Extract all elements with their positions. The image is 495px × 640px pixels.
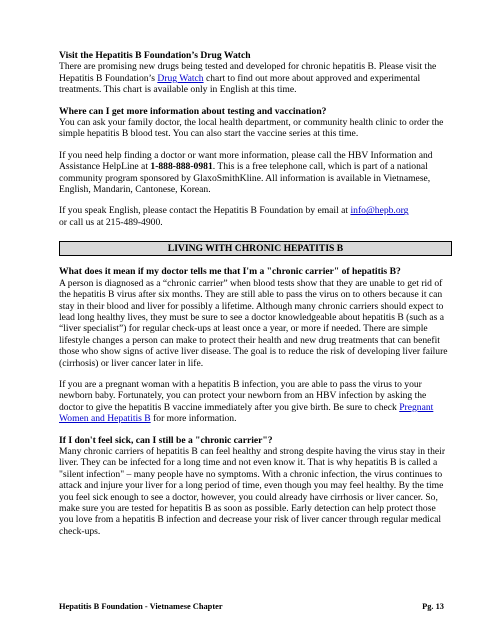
drug-watch-heading: Visit the Hepatitis B Foundation’s Drug Watch xyxy=(59,50,251,61)
drug-watch-link[interactable]: Drug Watch xyxy=(157,72,204,84)
section-banner: LIVING WITH CHRONIC HEPATITIS B xyxy=(59,241,452,256)
drug-watch-text-1: There are promising new drugs being tested and developed for chronic hepatitis B. Please visit the Hepatitis B Foundation’s xyxy=(59,61,437,84)
sick-heading: If I don't feel sick, can I still be a "chronic carrier"? xyxy=(59,434,273,446)
testing-heading: Where can I get more information about testing and vaccination? xyxy=(59,105,327,117)
pregnant-text-1: If you are a pregnant woman with a hepatitis B infection, you are able to pass the virus to your newborn baby. Fortunately, you can protect your newborn from an HBV infection by asking the doctor to give the hepatitis B vaccine immediately after you give birth. Be sure to check xyxy=(59,378,427,413)
pregnant-paragraph xyxy=(59,379,452,425)
page-number: Pg. 13 xyxy=(422,602,444,611)
email-link[interactable]: info@hepb.org xyxy=(350,205,409,217)
sick-paragraph: Many chronic carriers of hepatitis B can feel healthy and strong despite having the virus stay in their liver. They can be infected for a long time and not even know it. That is why hepatitis B is called a "silent infection" – many people have no symptoms. With a chronic infection, the virus continues to attack and injure your liver for a long period of time, even though you may feel healthy. By the time you feel sick enough to see a doctor, however, you could already have cirrhosis or liver cancer. So, make sure you are tested for hepatitis B as soon as possible. Early detection can help protect those you love from a hepatitis B infection and decrease your risk of liver cancer through regular medical check-ups. xyxy=(59,445,446,537)
helpline-text-2: . This is a free telephone call, which is part of a national community program sponsored by GlaxoSmithKline. All information is available in Vietnamese, English, Mandarin, Cantonese, Korean. xyxy=(59,161,431,196)
document-page xyxy=(59,50,452,537)
page-footer xyxy=(59,602,444,612)
contact-paragraph xyxy=(59,205,452,228)
carrier-paragraph: A person is diagnosed as a “chronic carrier” when blood tests show that they are unable to get rid of the hepatitis B virus after six months. They are still able to pass the virus on to others because it can stay in their blood and liver for possibly a lifetime. Although many chronic carriers should expect to lead long healthy lives, they must be sure to see a doctor knowledgeable about hepatitis B (such as a “liver specialist”) for regular check-ups at least once a year, or more if needed. There are simple lifestyle changes a person can make to protect their health and new drug treatments that can benefit those who show signs of active liver disease. The goal is to reduce the risk of developing liver failure (cirrhosis) or liver cancer later in life. xyxy=(59,277,448,369)
footer-title: Hepatitis B Foundation - Vietnamese Chapter xyxy=(59,602,223,611)
helpline-phone: 1-888-888-0981 xyxy=(150,161,213,173)
pregnant-text-2: for more information. xyxy=(153,413,237,425)
testing-paragraph: You can ask your family doctor, the local health department, or community health clinic to order the simple hepatitis B blood test. You can also start the vaccine series at this time. xyxy=(59,117,444,140)
carrier-heading: What does it mean if my doctor tells me that I'm a "chronic carrier" of hepatitis B? xyxy=(59,266,401,278)
contact-text-2: or call us at 215-489-4900. xyxy=(59,216,163,228)
drug-watch-paragraph xyxy=(59,61,452,95)
contact-text-1: If you speak English, please contact the Hepatitis B Foundation by email at xyxy=(59,205,349,217)
helpline-paragraph xyxy=(59,150,452,196)
helpline-text-1: If you need help finding a doctor or want more information, please call the HBV Information and Assistance HelpLine at xyxy=(59,149,433,173)
drug-watch-text-2: chart to find out more about approved and experimental treatments. This chart is available only in English at this time. xyxy=(59,72,421,96)
pregnant-women-link[interactable]: Pregnant Women and Hepatitis B xyxy=(59,401,434,425)
